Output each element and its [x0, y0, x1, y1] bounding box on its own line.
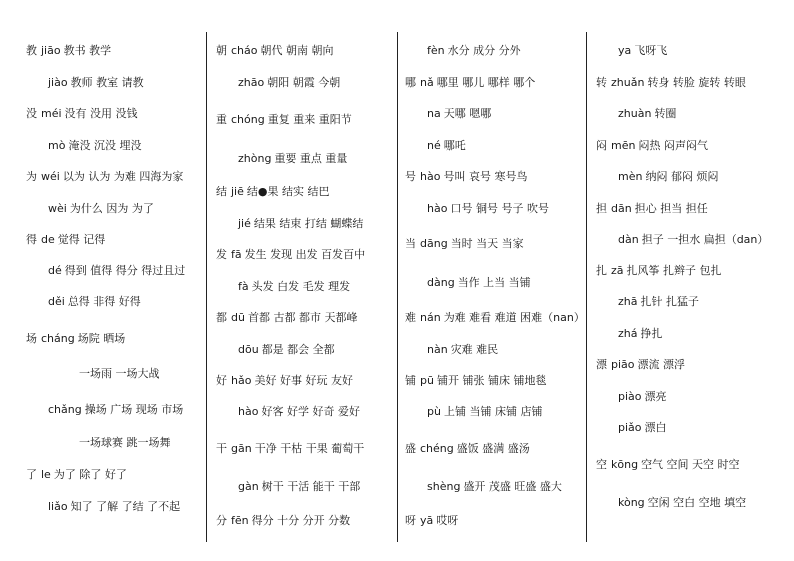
entry-line: gàn 树干 干活 能干 干部 [238, 480, 361, 493]
entry-line: děi 总得 非得 好得 [48, 295, 141, 308]
entry-line: 担 dān 担心 担当 担任 [596, 202, 708, 215]
entry-line: piào 漂亮 [618, 390, 667, 403]
entry-line: 难 nán 为难 难看 难道 困难（nan） [405, 311, 585, 324]
entry-line: hào 好客 好学 好奇 爱好 [238, 405, 360, 418]
entry-line: 漂 piāo 漂流 漂浮 [596, 358, 686, 371]
entry-line: nàn 灾难 难民 [427, 343, 499, 356]
entry-line: dé 得到 值得 得分 得过且过 [48, 264, 186, 277]
entry-line: 分 fēn 得分 十分 分开 分数 [216, 514, 351, 527]
entry-line: 教 jiāo 教书 教学 [26, 44, 112, 57]
entry-line: zhuàn 转圈 [618, 107, 677, 120]
entry-line: 了 le 为了 除了 好了 [26, 468, 127, 481]
entry-line: 重 chóng 重复 重来 重阳节 [216, 113, 352, 126]
entry-line: 盛 chéng 盛饭 盛满 盛汤 [405, 442, 530, 455]
entry-line: dàng 当作 上当 当铺 [427, 276, 531, 289]
entry-line: dàn 担子 一担水 扁担（dan） [618, 233, 769, 246]
entry-line: 为 wéi 以为 认为 为难 四海为家 [26, 170, 184, 183]
entry-line: kòng 空闲 空白 空地 填空 [618, 496, 747, 509]
entry-line: zhá 挣扎 [618, 327, 663, 340]
entry-line: zhā 扎针 扎猛子 [618, 295, 699, 308]
entry-line: zhāo 朝阳 朝霞 今朝 [238, 76, 341, 89]
entry-line: 当 dāng 当时 当天 当家 [405, 237, 524, 250]
entry-line: ya 飞呀飞 [618, 44, 668, 57]
entry-line: 场 cháng 场院 晒场 [26, 332, 126, 345]
column-divider-1 [206, 32, 207, 542]
entry-line: fèn 水分 成分 分外 [427, 44, 521, 57]
column-divider-3 [586, 32, 587, 542]
entry-line: 哪 nǎ 哪里 哪儿 哪样 哪个 [405, 76, 536, 89]
entry-line: 得 de 觉得 记得 [26, 233, 106, 246]
entry-line: piǎo 漂白 [618, 421, 667, 434]
entry-line: na 天哪 嗯哪 [427, 107, 492, 120]
entry-line: 没 méi 没有 没用 没钱 [26, 107, 138, 120]
entry-line: 好 hǎo 美好 好事 好玩 友好 [216, 374, 353, 387]
entry-line: 呀 yā 哎呀 [405, 514, 459, 527]
entry-line: 一场球赛 跳一场舞 [79, 436, 171, 449]
entry-line: hào 口号 铜号 号子 吹号 [427, 202, 549, 215]
entry-line: fà 头发 白发 毛发 理发 [238, 280, 351, 293]
entry-line: pù 上铺 当铺 床铺 店铺 [427, 405, 543, 418]
entry-line: 空 kōng 空气 空间 天空 时空 [596, 458, 740, 471]
entry-line: chǎng 操场 广场 现场 市场 [48, 403, 184, 416]
entry-line: liǎo 知了 了解 了结 了不起 [48, 500, 181, 513]
entry-line: 闷 mēn 闷热 闷声闷气 [596, 139, 708, 152]
entry-line: 扎 zā 扎风筝 扎辫子 包扎 [596, 264, 722, 277]
entry-line: mò 淹没 沉没 埋没 [48, 139, 142, 152]
entry-line: 转 zhuǎn 转身 转脸 旋转 转眼 [596, 76, 746, 89]
entry-line: shèng 盛开 茂盛 旺盛 盛大 [427, 480, 562, 493]
entry-line: jié 结果 结束 打结 蝴蝶结 [238, 217, 364, 230]
entry-line: né 哪吒 [427, 139, 466, 152]
entry-line: 结 jiē 结●果 结实 结巴 [216, 185, 330, 198]
entry-line: 干 gān 干净 干枯 干果 葡萄干 [216, 442, 365, 455]
entry-line: 朝 cháo 朝代 朝南 朝向 [216, 44, 334, 57]
entry-line: jiào 教师 教室 请教 [48, 76, 144, 89]
entry-line: mèn 纳闷 郁闷 烦闷 [618, 170, 719, 183]
entry-line: dōu 都是 都会 全都 [238, 343, 335, 356]
column-divider-2 [397, 32, 398, 542]
entry-line: 号 hào 号叫 哀号 寒号鸟 [405, 170, 528, 183]
entry-line: zhòng 重要 重点 重量 [238, 152, 348, 165]
entry-line: 一场雨 一场大战 [79, 367, 160, 380]
entry-line: 都 dū 首都 古都 都市 天都峰 [216, 311, 358, 324]
entry-line: 发 fā 发生 发现 出发 百发百中 [216, 248, 366, 261]
entry-line: 铺 pū 铺开 铺张 铺床 铺地毯 [405, 374, 547, 387]
entry-line: wèi 为什么 因为 为了 [48, 202, 154, 215]
